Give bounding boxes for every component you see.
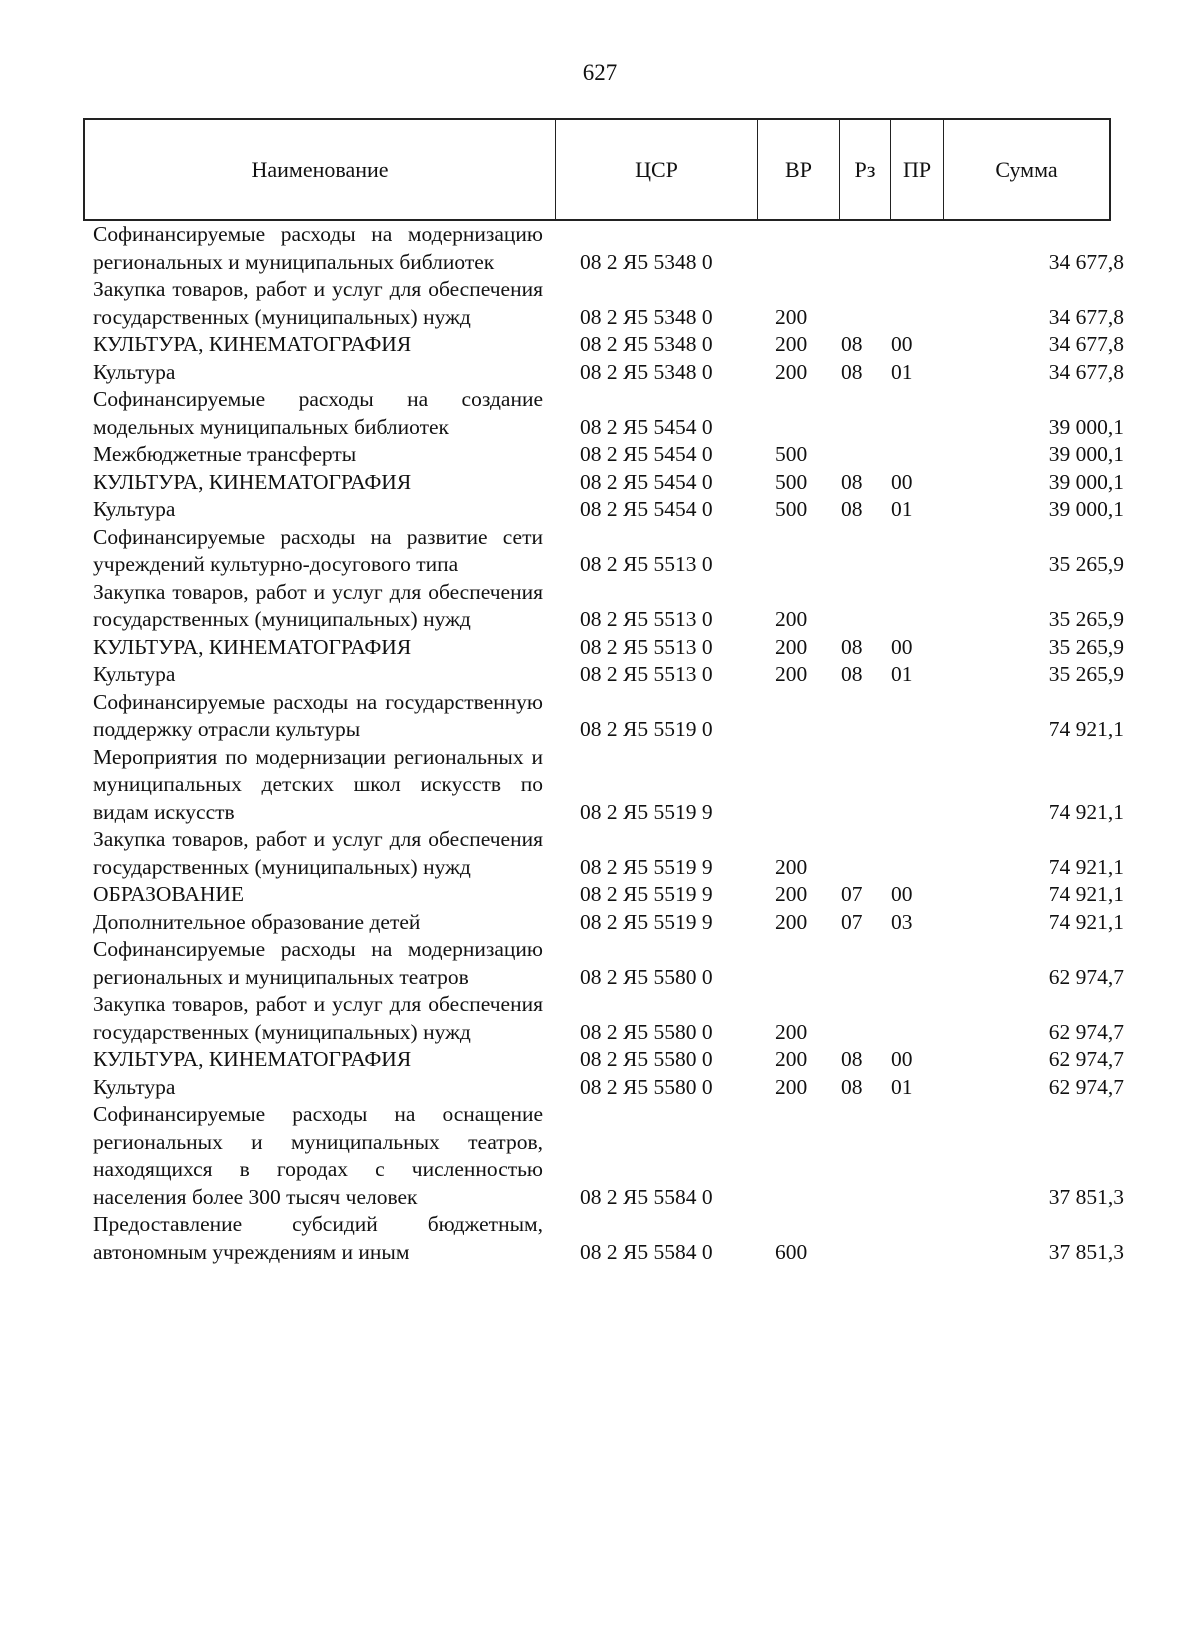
cell-name: Софинансируемые расходы на модернизацию региональных и муниципальных библиотек: [93, 222, 543, 274]
table-row: [0, 1101, 1200, 1211]
cell-csr: 08 2 Я5 5348 0: [580, 304, 713, 329]
header-pr: ПР: [891, 120, 944, 219]
cell-name: Культура: [93, 662, 176, 686]
cell-sum: 39 000,1: [1048, 497, 1124, 521]
cell-vr: 200: [775, 662, 808, 686]
cell-vr: 200: [775, 1074, 808, 1099]
table-row: [0, 661, 1200, 689]
cell-pr: 00: [891, 469, 913, 494]
cell-csr: 08 2 Я5 5454 0: [580, 497, 713, 521]
cell-vr: 500: [775, 469, 808, 494]
cell-vr: 200: [775, 634, 808, 659]
cell-csr: 08 2 Я5 5519 9: [580, 882, 713, 906]
cell-vr: 200: [775, 332, 808, 356]
cell-sum: 74 921,1: [1048, 882, 1124, 906]
cell-csr: 08 2 Я5 5348 0: [580, 332, 713, 356]
cell-name: Предоставление субсидий бюджетным, автономным учреждениям и иным: [93, 1212, 543, 1264]
cell-name: Дополнительное образование детей: [93, 909, 421, 934]
cell-csr: 08 2 Я5 5580 0: [580, 1047, 713, 1071]
cell-sum: 74 921,1: [1048, 717, 1124, 741]
cell-sum: 34 677,8: [1048, 249, 1124, 274]
cell-sum: 39 000,1: [1048, 442, 1124, 466]
cell-sum: 74 921,1: [1048, 854, 1124, 879]
header-sum: Сумма: [995, 156, 1058, 182]
cell-rz: 08: [841, 634, 863, 659]
cell-name: Культура: [93, 1074, 176, 1099]
cell-rz: 08: [841, 1047, 863, 1071]
cell-rz: 08: [841, 469, 863, 494]
cell-vr: 500: [775, 497, 808, 521]
cell-csr: 08 2 Я5 5580 0: [580, 1074, 713, 1099]
cell-pr: 00: [891, 332, 913, 356]
table-row: [0, 1074, 1200, 1102]
cell-csr: 08 2 Я5 5454 0: [580, 469, 713, 494]
cell-name: Софинансируемые расходы на оснащение региональных и муниципальных театров, находящихся в городах с численностью населения более 300 тысяч человек: [93, 1102, 543, 1209]
cell-name: КУЛЬТУРА, КИНЕМАТОГРАФИЯ: [93, 332, 412, 356]
cell-csr: 08 2 Я5 5454 0: [580, 414, 713, 439]
cell-csr: 08 2 Я5 5584 0: [580, 1184, 713, 1209]
table-row: [0, 496, 1200, 524]
cell-csr: 08 2 Я5 5584 0: [580, 1239, 713, 1264]
cell-csr: 08 2 Я5 5513 0: [580, 662, 713, 686]
cell-name: Софинансируемые расходы на модернизацию региональных и муниципальных театров: [93, 937, 543, 989]
cell-sum: 62 974,7: [1048, 1074, 1124, 1099]
cell-vr: 500: [775, 442, 808, 466]
table-row: [0, 744, 1200, 827]
cell-vr: 200: [775, 1047, 808, 1071]
table-row: [0, 524, 1200, 579]
cell-pr: 01: [891, 497, 913, 521]
cell-vr: 200: [775, 304, 808, 329]
cell-vr: 200: [775, 1019, 808, 1044]
table-row: [0, 441, 1200, 469]
cell-sum: 35 265,9: [1048, 634, 1124, 659]
table-row: [0, 991, 1200, 1046]
cell-vr: 200: [775, 359, 808, 384]
cell-sum: 62 974,7: [1048, 964, 1124, 989]
table-row: [0, 331, 1200, 359]
cell-name: Закупка товаров, работ и услуг для обеспечения государственных (муниципальных) нужд: [93, 992, 543, 1044]
header-name: Наименование: [85, 120, 556, 219]
cell-pr: 00: [891, 1047, 913, 1071]
cell-csr: 08 2 Я5 5513 0: [580, 634, 713, 659]
cell-sum: 34 677,8: [1048, 332, 1124, 356]
cell-sum: 35 265,9: [1048, 607, 1124, 631]
cell-rz: 08: [841, 332, 863, 356]
table-row: [0, 221, 1200, 276]
table-row: [0, 469, 1200, 497]
cell-sum: 35 265,9: [1048, 552, 1124, 576]
table-row: [0, 881, 1200, 909]
table-body: [0, 221, 1200, 1266]
cell-name: Мероприятия по модернизации региональных и муниципальных детских школ искусств по видам искусств: [93, 744, 543, 824]
table-row: [0, 689, 1200, 744]
cell-rz: 08: [841, 1074, 863, 1099]
cell-vr: 200: [775, 909, 808, 934]
cell-name: Софинансируемые расходы на развитие сети учреждений культурно-досугового типа: [93, 524, 543, 576]
cell-vr: 200: [775, 607, 808, 631]
cell-rz: 08: [841, 497, 863, 521]
cell-csr: 08 2 Я5 5454 0: [580, 442, 713, 466]
table-row: [0, 276, 1200, 331]
cell-sum: 37 851,3: [1048, 1184, 1124, 1209]
cell-sum: 62 974,7: [1048, 1019, 1124, 1044]
cell-sum: 34 677,8: [1048, 304, 1124, 329]
cell-name: Культура: [93, 497, 176, 521]
cell-pr: 03: [891, 909, 913, 934]
cell-rz: 07: [841, 909, 863, 934]
cell-vr: 600: [775, 1239, 808, 1264]
cell-sum: 34 677,8: [1048, 359, 1124, 384]
cell-name: КУЛЬТУРА, КИНЕМАТОГРАФИЯ: [93, 1047, 412, 1071]
cell-name: КУЛЬТУРА, КИНЕМАТОГРАФИЯ: [93, 634, 412, 659]
table-row: [0, 1211, 1200, 1266]
cell-rz: 07: [841, 882, 863, 906]
cell-name: КУЛЬТУРА, КИНЕМАТОГРАФИЯ: [93, 469, 412, 494]
table-row: [0, 634, 1200, 662]
cell-name: Софинансируемые расходы на создание модельных муниципальных библиотек: [93, 387, 543, 439]
cell-name: Закупка товаров, работ и услуг для обеспечения государственных (муниципальных) нужд: [93, 827, 543, 879]
cell-sum: 37 851,3: [1048, 1239, 1124, 1264]
table-row: [0, 579, 1200, 634]
cell-rz: 08: [841, 662, 863, 686]
table-row: [0, 936, 1200, 991]
cell-sum: 62 974,7: [1048, 1047, 1124, 1071]
cell-name: Закупка товаров, работ и услуг для обеспечения государственных (муниципальных) нужд: [93, 579, 543, 631]
cell-csr: 08 2 Я5 5348 0: [580, 249, 713, 274]
table-row: [0, 359, 1200, 387]
cell-pr: 01: [891, 1074, 913, 1099]
cell-csr: 08 2 Я5 5519 0: [580, 717, 713, 741]
cell-sum: 74 921,1: [1048, 799, 1124, 824]
cell-name: Межбюджетные трансферты: [93, 442, 357, 466]
cell-vr: 200: [775, 854, 808, 879]
table-row: [0, 909, 1200, 937]
header-rz: Рз: [840, 120, 891, 219]
cell-sum: 39 000,1: [1048, 414, 1124, 439]
cell-csr: 08 2 Я5 5580 0: [580, 964, 713, 989]
header-vr: ВР: [758, 120, 840, 219]
cell-csr: 08 2 Я5 5348 0: [580, 359, 713, 384]
cell-csr: 08 2 Я5 5513 0: [580, 607, 713, 631]
table-row: [0, 826, 1200, 881]
cell-pr: 01: [891, 359, 913, 384]
header-csr: ЦСР: [556, 120, 758, 219]
cell-sum: 74 921,1: [1048, 909, 1124, 934]
table-row: [0, 386, 1200, 441]
cell-csr: 08 2 Я5 5519 9: [580, 909, 713, 934]
cell-csr: 08 2 Я5 5519 9: [580, 799, 713, 824]
cell-csr: 08 2 Я5 5519 9: [580, 854, 713, 879]
cell-name: Закупка товаров, работ и услуг для обеспечения государственных (муниципальных) нужд: [93, 277, 543, 329]
cell-rz: 08: [841, 359, 863, 384]
cell-csr: 08 2 Я5 5580 0: [580, 1019, 713, 1044]
cell-sum: 35 265,9: [1048, 662, 1124, 686]
cell-pr: 00: [891, 634, 913, 659]
cell-csr: 08 2 Я5 5513 0: [580, 552, 713, 576]
cell-pr: 00: [891, 882, 913, 906]
cell-name: Софинансируемые расходы на государственную поддержку отрасли культуры: [93, 689, 543, 741]
page-number: 627: [582, 60, 618, 85]
cell-name: Культура: [93, 359, 176, 384]
table-row: [0, 1046, 1200, 1074]
cell-vr: 200: [775, 882, 808, 906]
cell-sum: 39 000,1: [1048, 469, 1124, 494]
cell-name: ОБРАЗОВАНИЕ: [93, 882, 245, 906]
cell-pr: 01: [891, 662, 913, 686]
table-header: [83, 118, 1111, 221]
